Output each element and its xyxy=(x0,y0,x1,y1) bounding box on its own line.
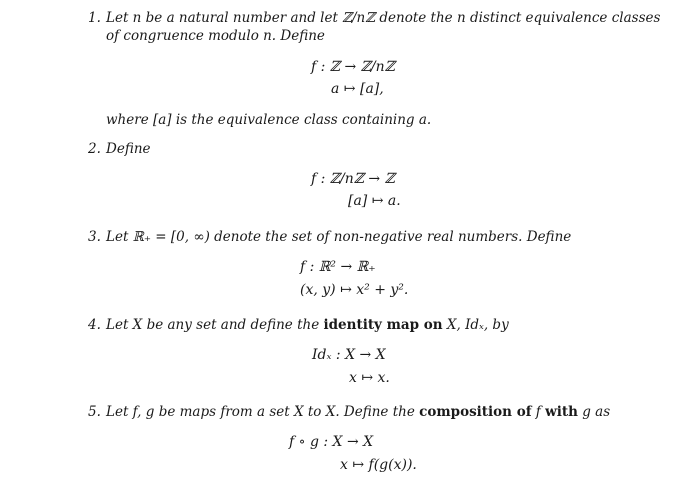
item-3-text-line1: Let ℝ₊ = [0, ∞) denote the set of non-negative real numbers. Define xyxy=(106,229,572,245)
item-5-text-line1 xyxy=(106,404,610,420)
item-1-text-line1: Let n be a natural number and let ℤ/nℤ denote the n distinct equivalence classes xyxy=(106,10,661,26)
item-4-math-line2: x ↦ x. xyxy=(349,370,390,386)
item-3-number: 3. xyxy=(88,229,101,245)
item-2-math-line1: f : ℤ/nℤ → ℤ xyxy=(311,171,395,187)
item-5-math-line1: f ∘ g : X → X xyxy=(289,434,374,450)
item-3-math-line1: f : ℝ² → ℝ₊ xyxy=(300,259,376,275)
item-4-text-a: Let X be any set and define the xyxy=(106,317,324,333)
item-5-text-c: f xyxy=(531,404,546,420)
item-1-text-line2: of congruence modulo n. Define xyxy=(106,28,325,44)
item-1-text-after: where [a] is the equivalence class containing a. xyxy=(106,112,432,128)
item-2-math-line2: [a] ↦ a. xyxy=(348,193,401,209)
item-1 xyxy=(88,10,101,26)
item-5-math-line2: x ↦ f(g(x)). xyxy=(340,457,417,473)
item-4-text-line1 xyxy=(106,317,509,333)
item-3-math-line2: (x, y) ↦ x² + y². xyxy=(300,282,409,298)
item-5-text-bold1: composition of xyxy=(419,404,532,420)
item-4-math-line1: Idₓ : X → X xyxy=(312,347,386,363)
item-4-number: 4. xyxy=(88,317,101,333)
item-1-number: 1. xyxy=(88,10,101,26)
item-5-text-e: g as xyxy=(577,404,611,420)
item-5-number: 5. xyxy=(88,404,101,420)
item-4-text-c: X, Idₓ, by xyxy=(442,317,509,333)
item-1-math-line1: f : ℤ → ℤ/nℤ xyxy=(311,59,395,75)
item-2-text-line1: Define xyxy=(106,141,151,157)
item-5-text-a: Let f, g be maps from a set X to X. Define the xyxy=(106,404,420,420)
item-4-text-bold: identity map on xyxy=(323,317,443,333)
item-5-text-bold2: with xyxy=(545,404,578,420)
item-1-math-line2: a ↦ [a], xyxy=(331,81,384,97)
item-2-number: 2. xyxy=(88,141,101,157)
